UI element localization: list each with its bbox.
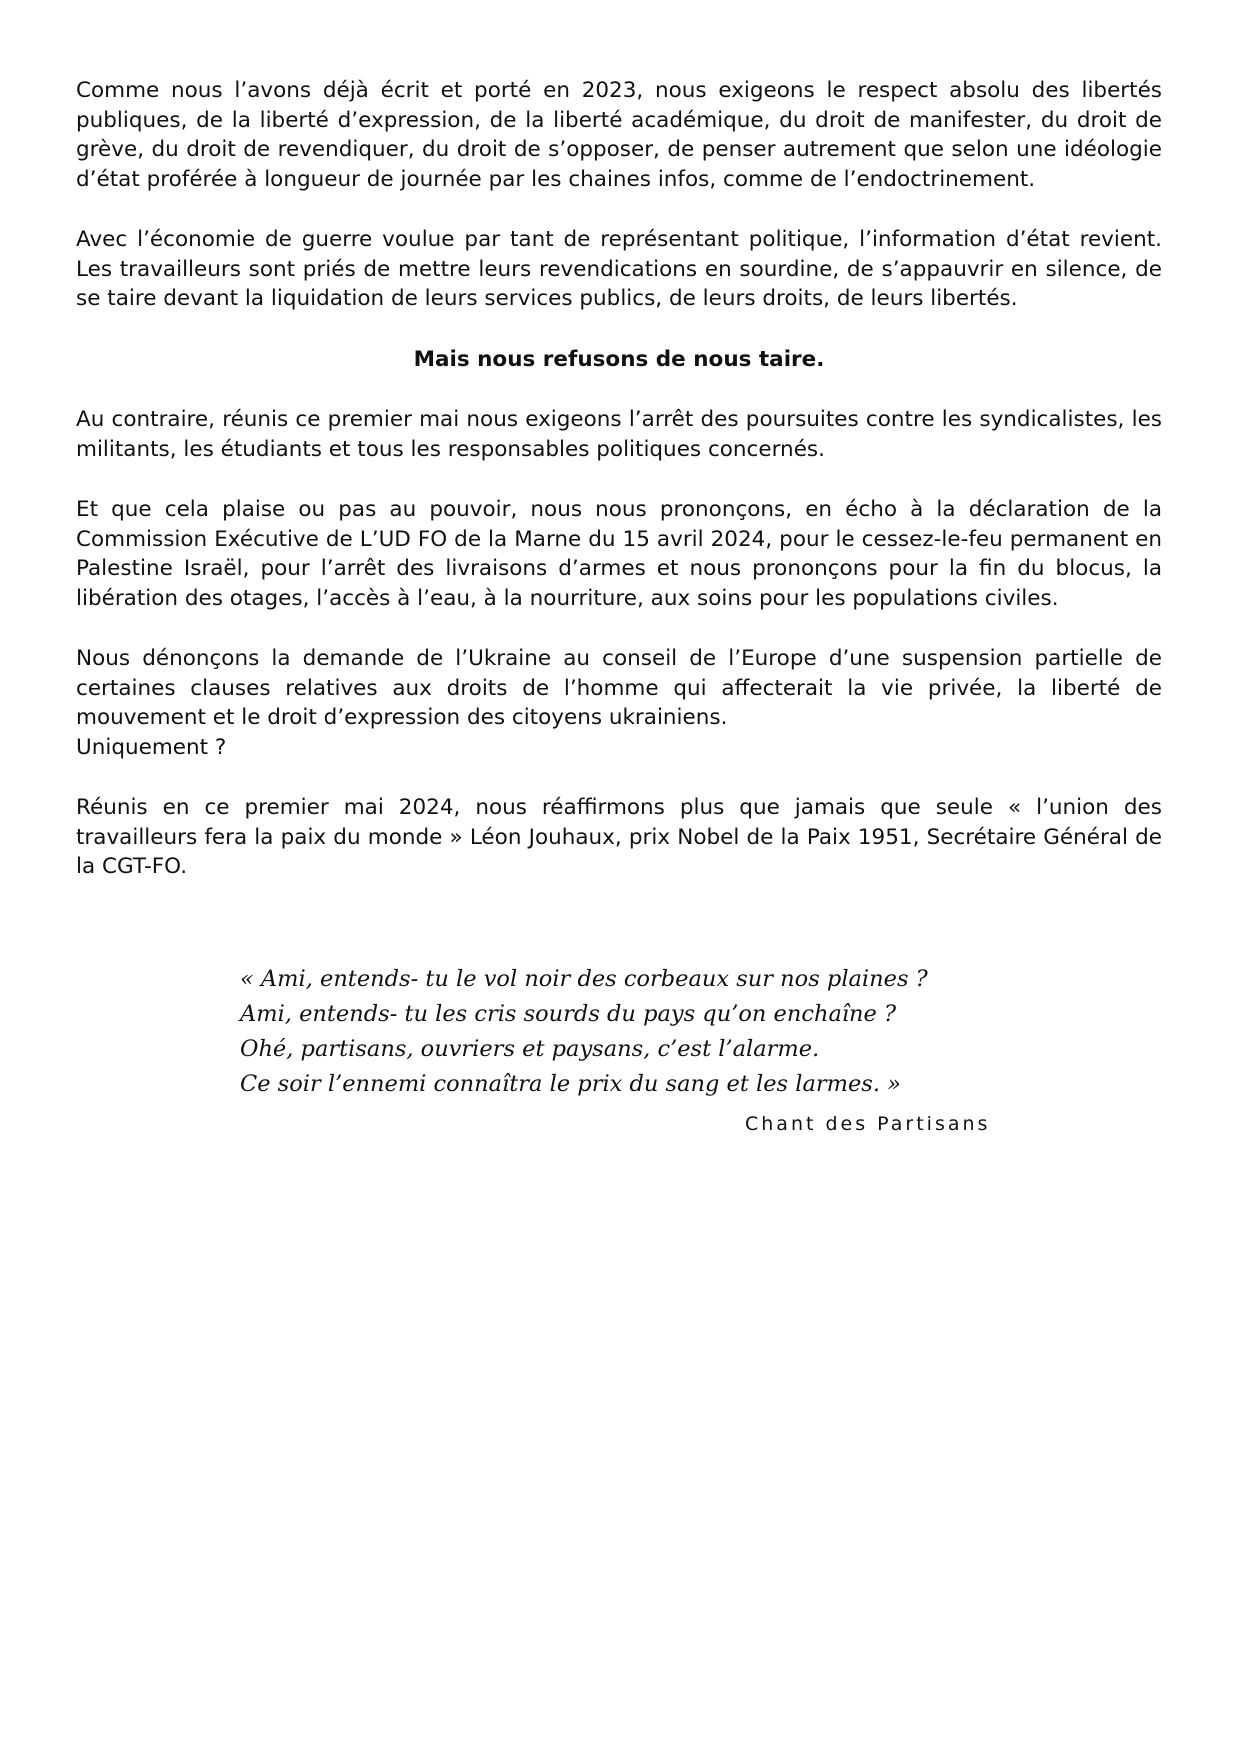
paragraph-ceasefire: Et que cela plaise ou pas au pouvoir, nous nous prononçons, en écho à la déclaration de la Commission Exécutive de L’UD FO de la Marne du 15 avril 2024, pour le cessez-le-feu permanent en Palestine Israël, pour l’arrêt des livraisons d’armes et nous prononçons pour la fin du blocus, la libération des otages, l’accès à l’eau, à la nourriture, aux soins pour les populations civiles. — [76, 497, 1162, 611]
paragraph-war-economy: Avec l’économie de guerre voulue par tant de représentant politique, l’information d’état revient. Les travailleurs sont priés de mettre leurs revendications en sourdine, de s’appauvrir en silence, de se taire devant la liquidation de leurs services publics, de leurs droits, de leurs libertés. — [76, 227, 1162, 311]
paragraph-ukraine-block — [76, 644, 1162, 762]
quote-attribution: Chant des Partisans — [745, 1113, 991, 1135]
quote-line: « Ami, entends- tu le vol noir des corbeaux sur nos plaines ? — [240, 966, 928, 992]
document-body — [76, 76, 1162, 913]
paragraph-jouhaux: Réunis en ce premier mai 2024, nous réaffirmons plus que jamais que seule « l’union des travailleurs fera la paix du monde » Léon Jouhaux, prix Nobel de la Paix 1951, Secrétaire Général de la CGT-FO. — [76, 795, 1162, 879]
quote-line: Ce soir l’ennemi connaîtra le prix du sang et les larmes. » — [240, 1071, 901, 1097]
paragraph-liberties: Comme nous l’avons déjà écrit et porté en 2023, nous exigeons le respect absolu des libertés publiques, de la liberté d’expression, de la liberté académique, du droit de manifester, du droit de grève, du droit de revendiquer, du droit de s’opposer, de penser autrement que selon une idéologie d’état proférée à longueur de journée par les chaines infos, comme de l’endoctrinement. — [76, 78, 1162, 192]
partisans-quote — [240, 962, 1000, 1102]
paragraph-ukraine: Nous dénonçons la demande de l’Ukraine au conseil de l’Europe d’une suspension partielle de certaines clauses relatives aux droits de l’homme qui affecterait la vie privée, la liberté de mouvement et le droit d’expression des citoyens ukrainiens. — [76, 646, 1162, 730]
paragraph-prosecutions: Au contraire, réunis ce premier mai nous exigeons l’arrêt des poursuites contre les syndicalistes, les militants, les étudiants et tous les responsables politiques concernés. — [76, 407, 1162, 462]
paragraph-ukraine-question: Uniquement ? — [76, 734, 227, 760]
quote-line: Ami, entends- tu les cris sourds du pays qu’on enchaîne ? — [240, 1001, 897, 1027]
quote-line: Ohé, partisans, ouvriers et paysans, c’est l’alarme. — [240, 1036, 820, 1062]
refusal-heading: Mais nous refusons de nous taire. — [413, 346, 825, 372]
